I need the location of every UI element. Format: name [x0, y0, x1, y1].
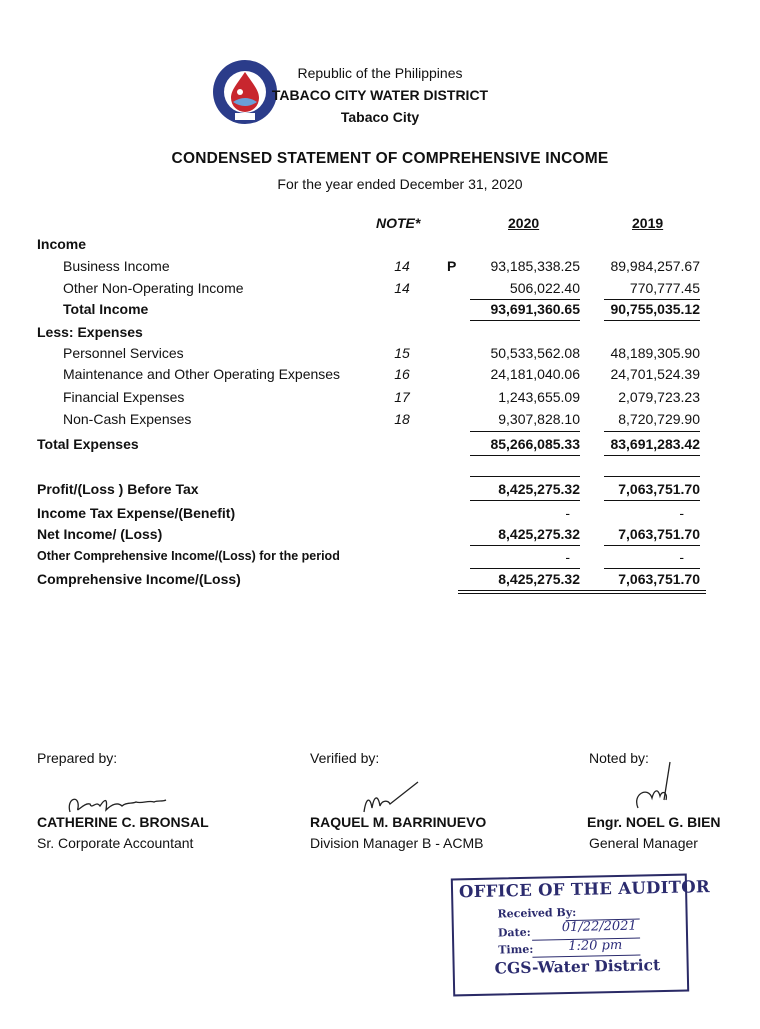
row-label: Other Comprehensive Income/(Loss) for the period: [37, 549, 340, 563]
value-2020: 506,022.40: [509, 280, 580, 296]
year-2020-header: 2020: [508, 215, 540, 231]
city-name: Tabaco City: [340, 109, 420, 125]
row-label: Other Non-Operating Income: [63, 280, 244, 296]
value-2020: 8,425,275.32: [498, 571, 580, 587]
profit-before-tax-row: [0, 481, 760, 501]
other-income-row: [0, 280, 760, 300]
preparer-position: Sr. Corporate Accountant: [37, 835, 194, 851]
agency-name: TABACO CITY WATER DISTRICT: [271, 87, 489, 103]
non-cash-expenses-row: [0, 411, 760, 431]
row-label: Income Tax Expense/(Benefit): [37, 505, 236, 521]
subtotal-rule: [470, 568, 580, 569]
row-note: 14: [394, 280, 410, 296]
value-2019: 89,984,257.67: [610, 258, 700, 274]
preparer-name: CATHERINE C. BRONSAL: [37, 814, 209, 830]
subtotal-rule: [604, 299, 700, 300]
value-2019: -: [679, 549, 684, 565]
income-tax-row: [0, 505, 760, 525]
row-note: 17: [394, 389, 410, 405]
row-note: 15: [394, 345, 410, 361]
row-label: Business Income: [63, 258, 170, 274]
auditor-received-stamp: [451, 874, 711, 997]
value-2019: 770,777.45: [629, 280, 700, 296]
income-heading-row: [0, 236, 760, 256]
row-note: 14: [394, 258, 410, 274]
mooe-row: [0, 366, 760, 386]
value-2019: 8,720,729.90: [618, 411, 700, 427]
expenses-heading-row: [0, 324, 760, 344]
subtotal-rule: [470, 431, 580, 432]
row-label: Total Expenses: [37, 436, 139, 452]
noter-position: General Manager: [589, 835, 698, 851]
prepared-by-caption: Prepared by:: [37, 750, 118, 766]
row-label: Non-Cash Expenses: [63, 411, 192, 427]
signature-barrinuevo: [358, 778, 438, 818]
row-label: Maintenance and Other Operating Expenses: [63, 366, 341, 382]
note-column-header: NOTE*: [376, 215, 421, 231]
statement-title: CONDENSED STATEMENT OF COMPREHENSIVE INCOME: [171, 150, 609, 167]
subtotal-rule: [470, 299, 580, 300]
total-income-row: [0, 301, 760, 321]
other-comprehensive-row: [0, 549, 760, 569]
total-rule: [604, 320, 700, 321]
value-2020: -: [565, 549, 570, 565]
total-rule: [604, 545, 700, 546]
statement-period: For the year ended December 31, 2020: [277, 176, 523, 192]
total-rule: [470, 455, 580, 456]
business-income-row: [0, 258, 760, 278]
stamp-date-label: Date:: [497, 925, 531, 940]
row-label: Total Income: [63, 301, 149, 317]
row-label: Personnel Services: [63, 345, 184, 361]
verified-by-caption: Verified by:: [310, 750, 380, 766]
value-2019: 7,063,751.70: [618, 571, 700, 587]
value-2019: 83,691,283.42: [610, 436, 700, 452]
subtotal-rule: [604, 431, 700, 432]
value-2020: 9,307,828.10: [498, 411, 580, 427]
value-2019: -: [679, 505, 684, 521]
value-2019: 48,189,305.90: [610, 345, 700, 361]
signature-bien: [618, 760, 690, 820]
stamp-title: OFFICE OF THE AUDITOR: [458, 877, 711, 902]
income-heading: Income: [37, 236, 87, 252]
stamp-footer: CGS-Water District: [494, 955, 661, 978]
noted-by-caption: Noted by:: [589, 750, 649, 766]
subtotal-rule: [604, 568, 700, 569]
double-rule-top: [458, 590, 706, 591]
value-2020: -: [565, 505, 570, 521]
verifier-position: Division Manager B - ACMB: [310, 835, 484, 851]
subtotal-rule: [470, 476, 580, 477]
total-expenses-row: [0, 436, 760, 456]
double-rule-bottom: [458, 593, 706, 594]
stamp-received-label: Received By:: [497, 905, 577, 921]
stamp-time-value: 1:20 pm: [568, 937, 623, 955]
total-rule: [604, 455, 700, 456]
value-2020: 24,181,040.06: [490, 366, 580, 382]
total-rule: [470, 500, 580, 501]
row-label: Comprehensive Income/(Loss): [37, 571, 241, 587]
value-2019: 7,063,751.70: [618, 526, 700, 542]
republic-line: Republic of the Philippines: [297, 65, 463, 81]
row-label: Profit/(Loss ) Before Tax: [37, 481, 199, 497]
value-2020: 8,425,275.32: [498, 481, 580, 497]
row-label: Financial Expenses: [63, 389, 185, 405]
total-rule: [470, 320, 580, 321]
value-2020: 8,425,275.32: [498, 526, 580, 542]
value-2020: 1,243,655.09: [498, 389, 580, 405]
value-2020: 93,185,338.25: [490, 258, 580, 274]
year-2019-header: 2019: [632, 215, 664, 231]
value-2019: 24,701,524.39: [610, 366, 700, 382]
value-2020: 93,691,360.65: [490, 301, 580, 317]
row-label: Net Income/ (Loss): [37, 526, 163, 542]
row-note: 18: [394, 411, 410, 427]
comprehensive-income-row: [0, 571, 760, 591]
stamp-date-value: 01/22/2021: [561, 918, 637, 936]
value-2020: 50,533,562.08: [490, 345, 580, 361]
value-2019: 7,063,751.70: [618, 481, 700, 497]
net-income-row: [0, 526, 760, 546]
expenses-heading: Less: Expenses: [37, 324, 143, 340]
total-rule: [604, 500, 700, 501]
currency-symbol: P: [447, 258, 457, 274]
financial-expenses-row: [0, 389, 760, 409]
value-2020: 85,266,085.33: [490, 436, 580, 452]
row-note: 16: [394, 366, 410, 382]
personnel-services-row: [0, 345, 760, 365]
total-rule: [470, 545, 580, 546]
stamp-time-label: Time:: [498, 942, 534, 957]
value-2019: 2,079,723.23: [618, 389, 700, 405]
noter-name: Engr. NOEL G. BIEN: [587, 814, 721, 830]
subtotal-rule: [604, 476, 700, 477]
value-2019: 90,755,035.12: [610, 301, 700, 317]
verifier-name: RAQUEL M. BARRINUEVO: [310, 814, 487, 830]
